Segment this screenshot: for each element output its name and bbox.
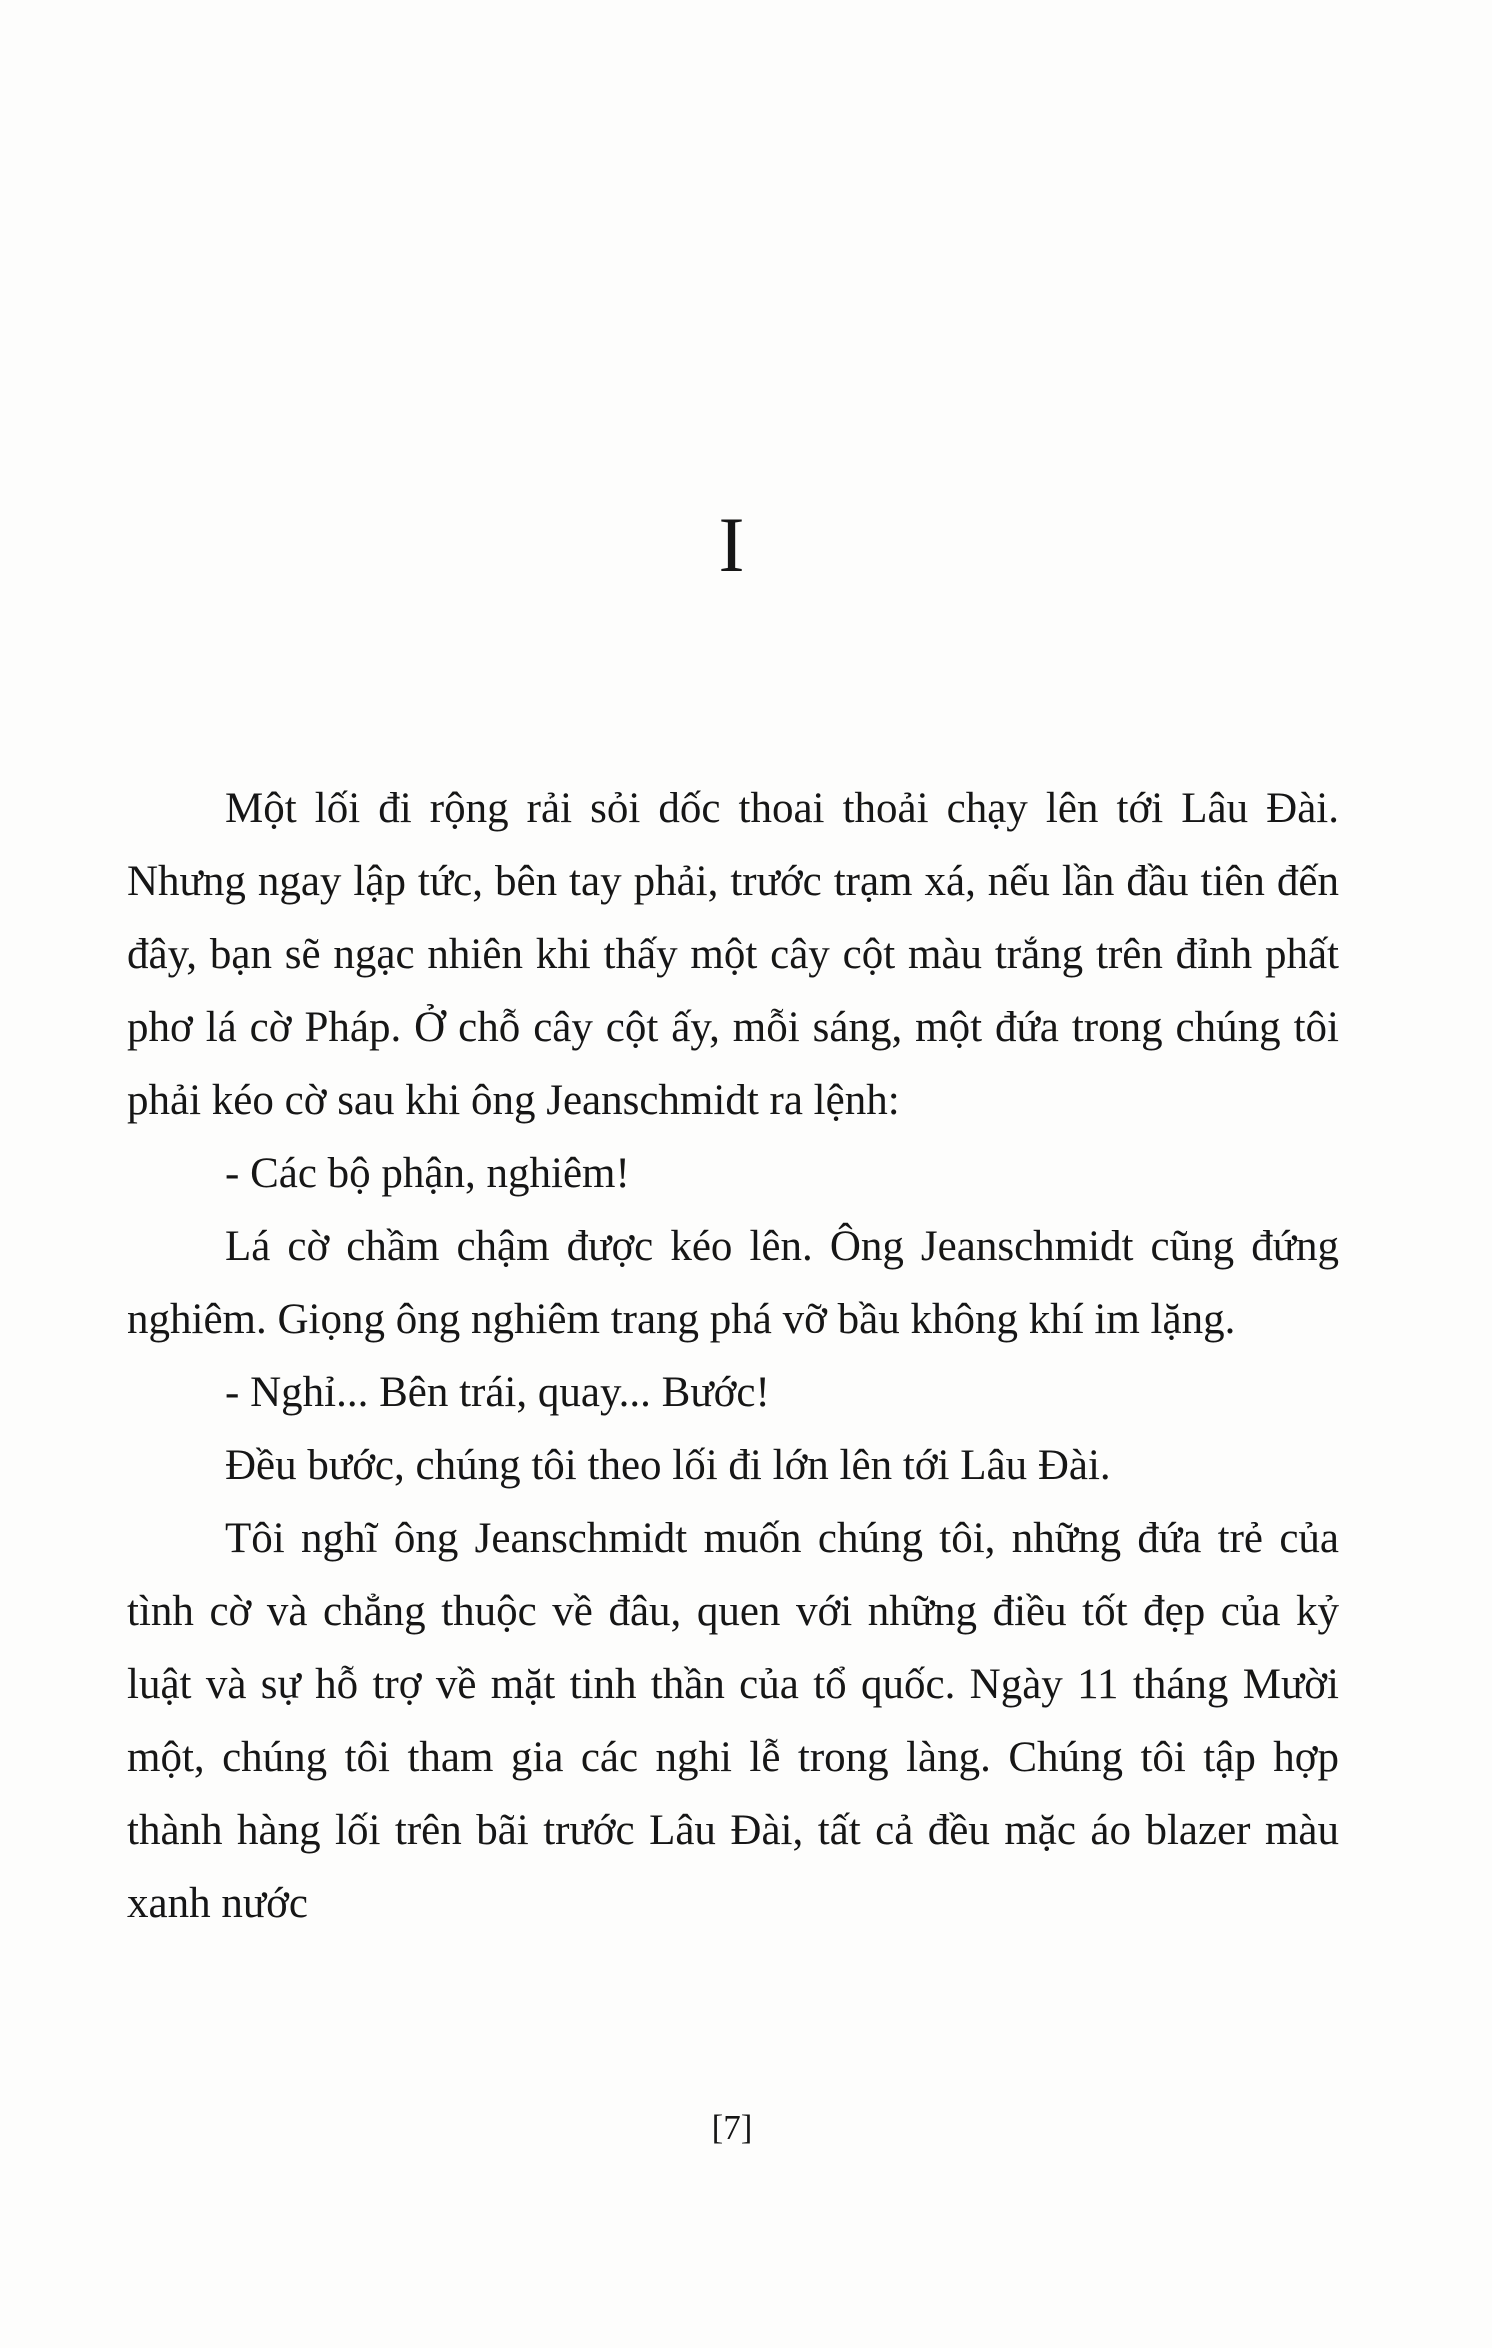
paragraph: Lá cờ chầm chậm được kéo lên. Ông Jeanschmidt cũng đứng nghiêm. Giọng ông nghiêm trang phá vỡ bầu không khí im lặng. [127, 1223, 1339, 1343]
chapter-heading: I [718, 501, 746, 588]
paragraph: - Nghỉ... Bên trái, quay... Bước! [225, 1369, 770, 1416]
paragraph: Đều bước, chúng tôi theo lối đi lớn lên tới Lâu Đài. [225, 1442, 1111, 1489]
paragraph: - Các bộ phận, nghiêm! [225, 1150, 630, 1197]
paragraph: Tôi nghĩ ông Jeanschmidt muốn chúng tôi, những đứa trẻ của tình cờ và chẳng thuộc về đâu, quen với những điều tốt đẹp của kỷ luật và sự hỗ trợ về mặt tinh thần của tổ quốc. Ngày 11 tháng Mười một, chúng tôi tham gia các nghi lễ trong làng. Chúng tôi tập hợp thành hàng lối trên bãi trước Lâu Đài, tất cả đều mặc áo blazer màu xanh nước [127, 1515, 1339, 1927]
body-text [127, 772, 1339, 1940]
page-number: [7] [711, 2108, 753, 2147]
paragraph: Một lối đi rộng rải sỏi dốc thoai thoải chạy lên tới Lâu Đài. Nhưng ngay lập tức, bên tay phải, trước trạm xá, nếu lần đầu tiên đến đây, bạn sẽ ngạc nhiên khi thấy một cây cột màu trắng trên đỉnh phất phơ lá cờ Pháp. Ở chỗ cây cột ấy, mỗi sáng, một đứa trong chúng tôi phải kéo cờ sau khi ông Jeanschmidt ra lệnh: [127, 785, 1339, 1124]
